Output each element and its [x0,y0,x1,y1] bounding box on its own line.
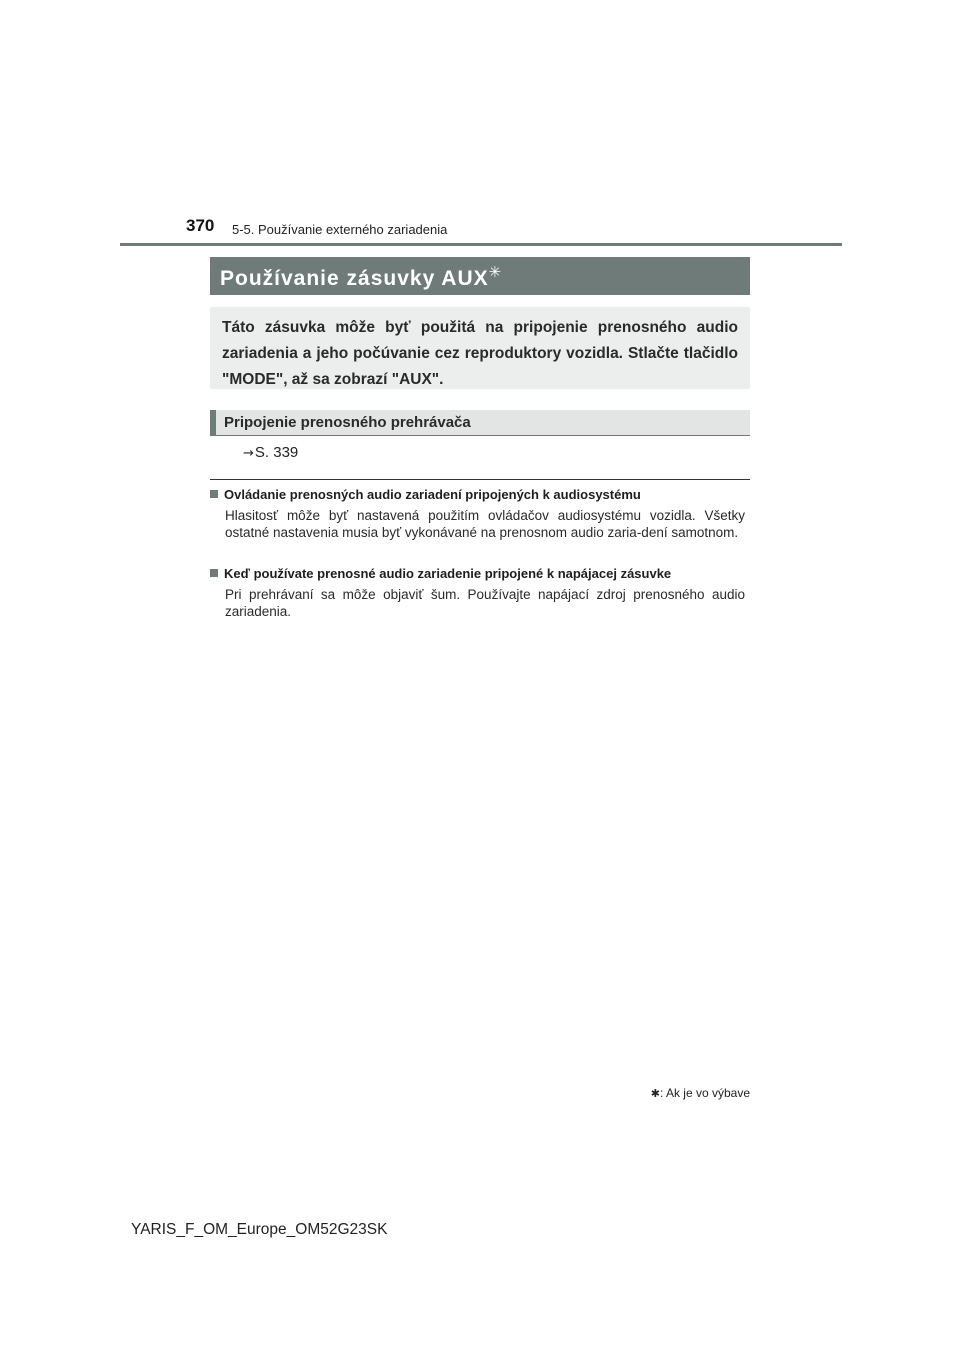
subsection-bar [210,410,750,436]
square-bullet-icon [210,569,218,577]
subsection-title: Pripojenie prenosného prehrávača [224,414,471,431]
page-reference [243,444,298,461]
page-title-bar [210,257,750,295]
page-reference-text: S. 339 [254,444,299,461]
section-title: 5-5. Používanie externého zariadenia [232,222,448,237]
note-heading-1-text: Ovládanie prenosných audio zariadení pripojených k audiosystému [224,487,641,502]
asterisk-icon: ✳ [488,264,503,281]
page-title: Používanie zásuvky AUX [220,267,489,290]
asterisk-icon: ✱ [650,1087,660,1100]
note-body-2: Pri prehrávaní sa môže objaviť šum. Používajte napájací zdroj prenosného audio zariadenia. [225,587,745,619]
page-number: 370 [186,216,215,235]
note-heading-2 [210,566,671,581]
square-bullet-icon [210,490,218,498]
document-id: YARIS_F_OM_Europe_OM52G23SK [131,1221,388,1238]
notes-rule [210,479,750,480]
arrow-right-icon: → [243,446,254,461]
note-heading-1 [210,487,641,502]
header-rule [120,243,842,246]
intro-box: Táto zásuvka môže byť použitá na pripojenie prenosného audio zariadenia a jeho počúvanie cez reproduktory vozidla. Stlačte tlačidlo "MODE", až sa zobrazí "AUX". [210,307,750,389]
note-body-1: Hlasitosť môže byť nastavená použitím ovládačov audiosystému vozidla. Všetky ostatné nastavenia musia byť vykonávané na prenosnom audio zaria-dení samotnom. [225,508,745,540]
footnote-text: : Ak je vo výbave [659,1086,750,1100]
subsection-accent [210,410,216,435]
note-heading-2-text: Keď používate prenosné audio zariadenie pripojené k napájacej zásuvke [224,566,672,581]
footnote [640,1086,750,1100]
